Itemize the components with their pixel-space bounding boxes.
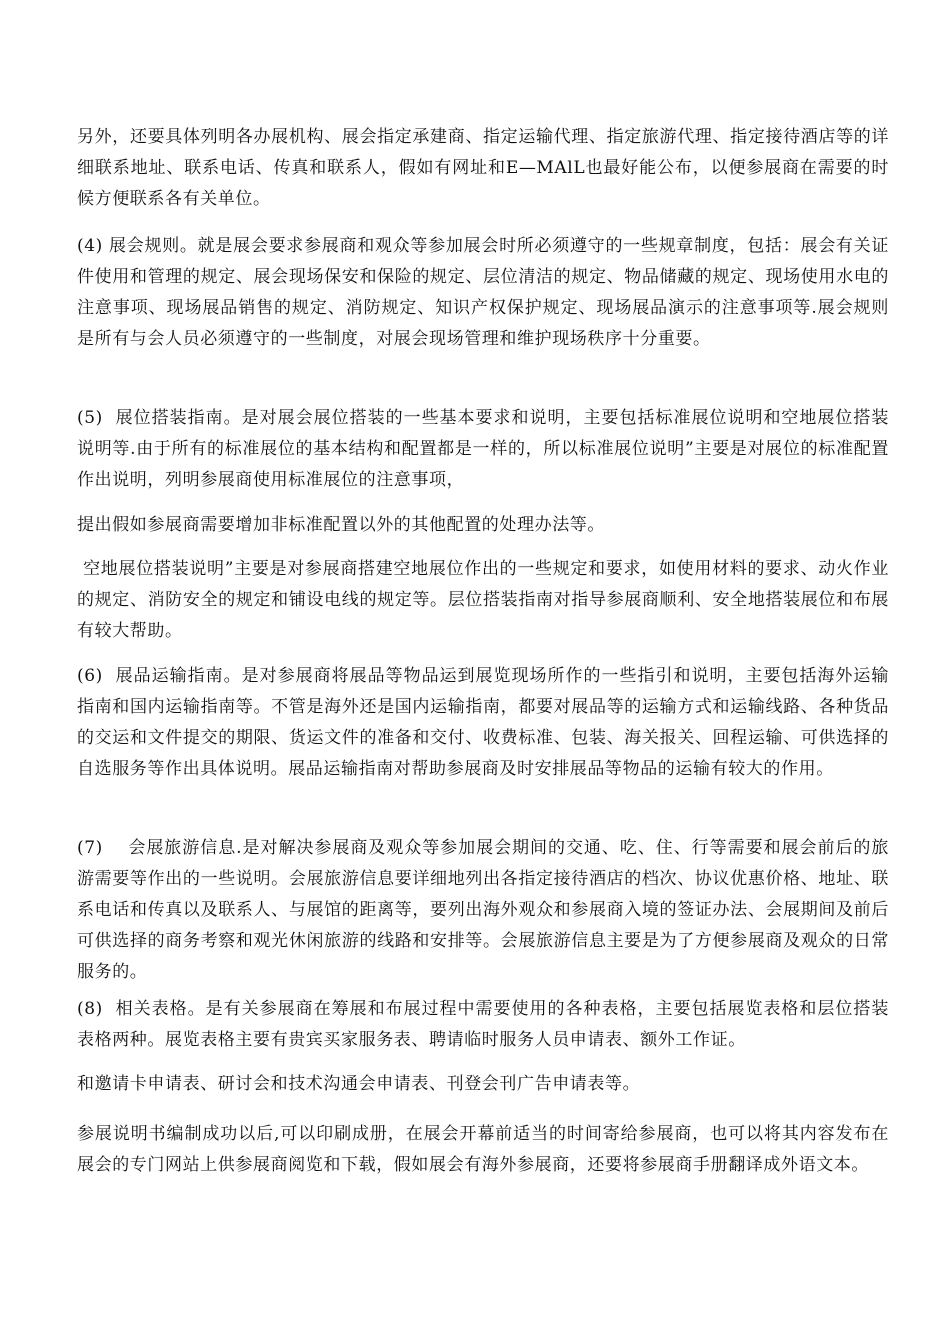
- paragraph-travel-info: (7) 会展旅游信息.是对解决参展商及观众等参加展会期间的交通、吃、住、行等需要和展会前后的旅游需要等作出的一些说明。会展旅游信息要详细地列出各指定接待酒店的档次、协议优惠价格、地址、联系电话和传真以及联系人、与展馆的距离等，要列出海外观众和参展商入境的签证办法、会展期间及前后可供选择的商务考察和观光休闲旅游的线路和安排等。会展旅游信息主要是为了方便参展商及观众的日常服务的。: [77, 838, 889, 982]
- paragraph-booth-guide: (5) 展位搭装指南。是对展会展位搭装的一些基本要求和说明，主要包括标准展位说明和空地展位搭装说明等.由于所有的标准展位的基本结构和配置都是一样的，所以标准展位说明”主要是对展位的标准配置作出说明，列明参展商使用标准展位的注意事项，: [77, 408, 889, 490]
- paragraph-shipping-guide: (6) 展品运输指南。是对参展商将展品等物品运到展览现场所作的一些指引和说明，主要包括海外运输指南和国内运输指南等。不管是海外还是国内运输指南，都要对展品等的运输方式和运输线路、各种货品的交运和文件提交的期限、货运文件的准备和交付、收费标准、包装、海关报关、回程运输、可供选择的自选服务等作出具体说明。展品运输指南对帮助参展商及时安排展品等物品的运输有较大的作用。: [77, 666, 889, 779]
- paragraph-booth-guide-continued: 提出假如参展商需要增加非标准配置以外的其他配置的处理办法等。: [77, 515, 605, 535]
- paragraph-manual-publishing: 参展说明书编制成功以后,可以印刷成册，在展会开幕前适当的时间寄给参展商，也可以将其内容发布在展会的专门网站上供参展商阅览和下载，假如展会有海外参展商，还要将参展商手册翻译成外语文本。: [77, 1124, 889, 1175]
- paragraph-exhibition-rules: (4) 展会规则。就是展会要求参展商和观众等参加展会时所必须遵守的一些规章制度，包括：展会有关证件使用和管理的规定、展会现场保安和保险的规定、层位清洁的规定、物品储藏的规定、现场使用水电的注意事项、现场展品销售的规定、消防规定、知识产权保护规定、现场展品演示的注意事项等.展会规则是所有与会人员必须遵守的一些制度，对展会现场管理和维护现场秩序十分重要。: [77, 236, 889, 349]
- paragraph-contact-info: 另外，还要具体列明各办展机构、展会指定承建商、指定运输代理、指定旅游代理、指定接待酒店等的详细联系地址、联系电话、传真和联系人，假如有网址和E—MAlL也最好能公布，以便参展商在需要的时候方便联系各有关单位。: [77, 127, 889, 209]
- paragraph-forms-continued: 和邀请卡申请表、研讨会和技术沟通会申请表、刊登会刊广告申请表等。: [77, 1074, 641, 1094]
- paragraph-related-forms: (8) 相关表格。是有关参展商在筹展和布展过程中需要使用的各种表格，主要包括展览表格和层位搭装表格两种。展览表格主要有贵宾买家服务表、聘请临时服务人员申请表、额外工作证。: [77, 999, 889, 1050]
- paragraph-space-booth: 空地展位搭装说明”主要是对参展商搭建空地展位作出的一些规定和要求，如使用材料的要求、动火作业的规定、消防安全的规定和铺设电线的规定等。层位搭装指南对指导参展商顺利、安全地搭装展位和布展有较大帮助。: [77, 559, 889, 641]
